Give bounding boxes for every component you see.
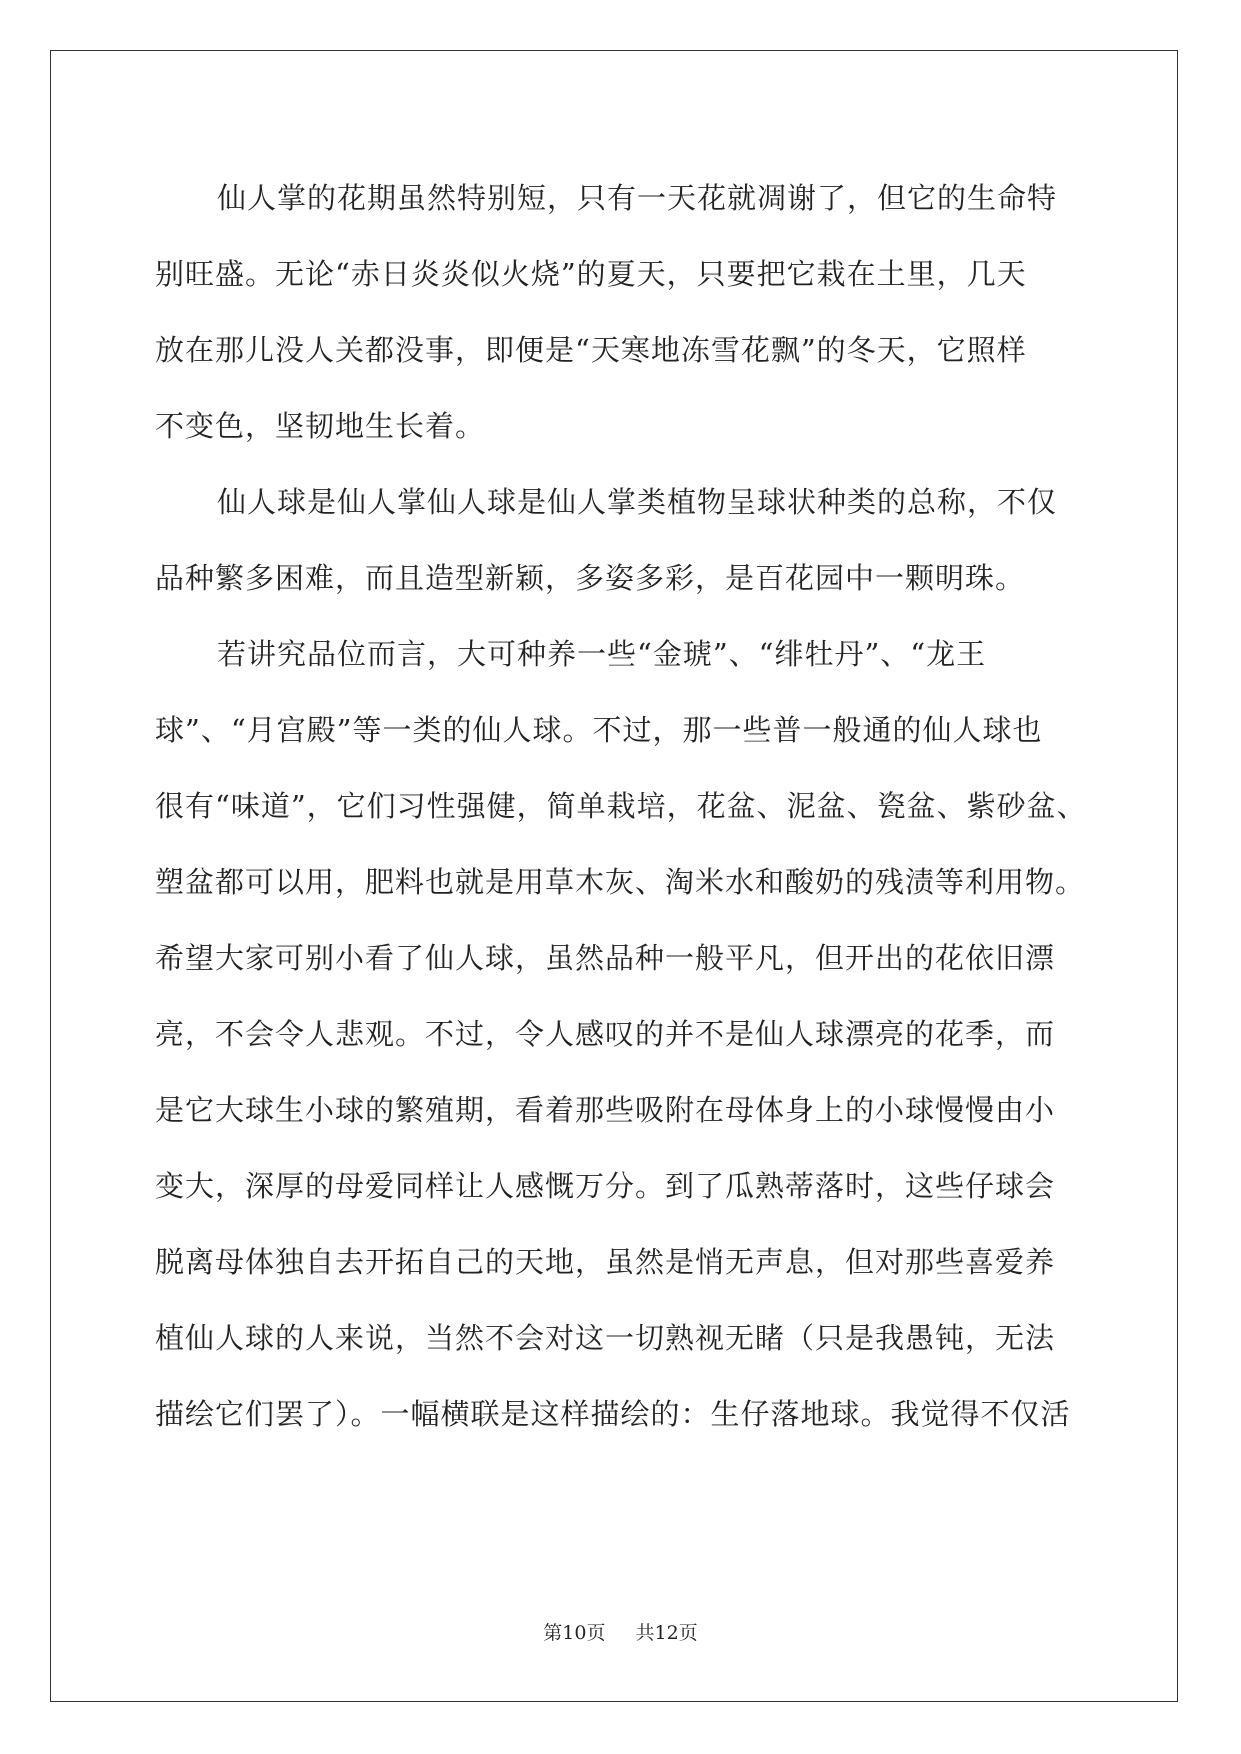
text-line: 很有“味道”，它们习性强健，简单栽培，花盆、泥盆、瓷盆、紫砂盆、 [155,789,1087,823]
text-line: 别旺盛。无论“赤日炎炎似火烧”的夏天，只要把它栽在土里，几天 [155,257,1027,291]
text-line: 变大，深厚的母爱同样让人感慨万分。到了瓜熟蒂落时，这些仔球会 [155,1169,1056,1203]
paragraph-2 [155,464,1090,616]
document-body [155,160,1090,1452]
text-line: 仙人球是仙人掌仙人球是仙人掌类植物呈球状种类的总称，不仅 [217,485,1058,519]
text-line: 脱离母体独自去开拓自己的天地，虽然是悄无声息，但对那些喜爱养 [155,1245,1056,1279]
text-line: 不变色，坚韧地生长着。 [155,409,486,443]
text-line: 希望大家可别小看了仙人球，虽然品种一般平凡，但开出的花依旧漂 [155,941,1056,975]
text-line: 是它大球生小球的繁殖期，看着那些吸附在母体身上的小球慢慢由小 [155,1093,1056,1127]
text-line: 描绘它们罢了）。一幅横联是这样描绘的：生仔落地球。我觉得不仅活 [155,1397,1071,1431]
text-line: 放在那儿没人关都没事，即便是“天寒地冻雪花飘”的冬天，它照样 [155,333,1027,367]
text-line: 塑盆都可以用，肥料也就是用草木灰、淘米水和酸奶的残渍等利用物。 [155,865,1086,899]
text-line: 亮，不会令人悲观。不过，令人感叹的并不是仙人球漂亮的花季，而 [155,1017,1056,1051]
text-line: 仙人掌的花期虽然特别短，只有一天花就凋谢了，但它的生命特 [217,181,1058,215]
text-line: 品种繁多困难，而且造型新颖，多姿多彩，是百花园中一颗明珠。 [155,561,1026,595]
text-line: 若讲究品位而言，大可种养一些“金琥”、“绯牡丹”、“龙王 [217,637,987,671]
paragraph-3 [155,616,1090,1452]
current-page-number: 第10页 [543,1622,606,1644]
page-footer [0,1618,1241,1645]
total-page-count: 共12页 [635,1622,698,1644]
text-line: 球”、“月宫殿”等一类的仙人球。不过，那一些普一般通的仙人球也 [155,713,1043,747]
text-line: 植仙人球的人来说，当然不会对这一切熟视无睹（只是我愚钝，无法 [155,1321,1056,1355]
paragraph-1 [155,160,1090,464]
